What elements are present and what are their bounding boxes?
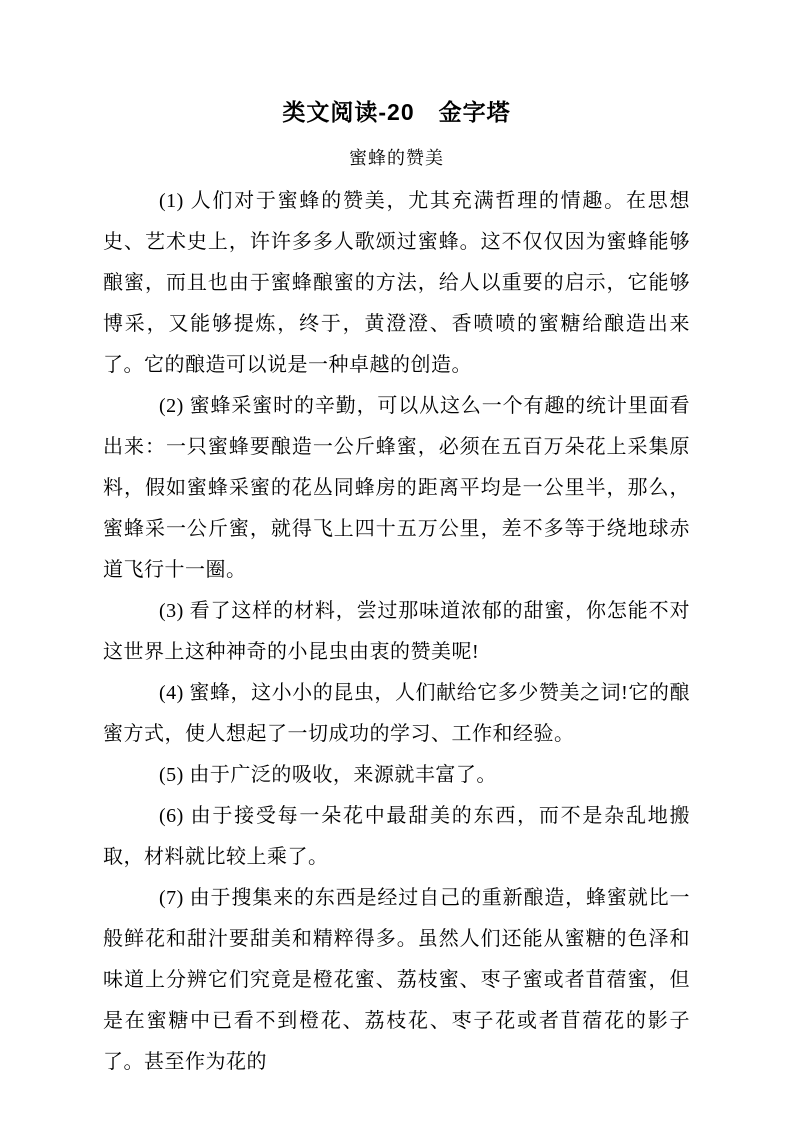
document-title: 类文阅读-20 金字塔 [282,99,511,125]
paragraph-2: (2) 蜜蜂采蜜时的辛勤，可以从这么一个有趣的统计里面看出来：一只蜜蜂要酿造一公斤蜂蜜，必须在五百万朵花上采集原料，假如蜜蜂采蜜的花丛同蜂房的距离平均是一公里半，那么，蜜蜂采一公斤蜜，就得飞上四十五万公里，差不多等于绕地球赤道飞行十一圈。 [103,395,690,581]
paragraph-5: (5) 由于广泛的吸收，来源就丰富了。 [159,764,497,786]
paragraph-4: (4) 蜜蜂，这小小的昆虫，人们献给它多少赞美之词!它的酿蜜方式，使人想起了一切成功的学习、工作和经验。 [103,682,690,745]
paragraph-3: (3) 看了这样的材料，尝过那味道浓郁的甜蜜，你怎能不对这世界上这种神奇的小昆虫由衷的赞美呢! [103,600,690,663]
paragraph-1: (1) 人们对于蜜蜂的赞美，尤其充满哲理的情趣。在思想史、艺术史上，许许多多人歌颂过蜜蜂。这不仅仅因为蜜蜂能够酿蜜，而且也由于蜜蜂酿蜜的方法，给人以重要的启示，它能够博采，又能够提炼，终于，黄澄澄、香喷喷的蜜糖给酿造出来了。它的酿造可以说是一种卓越的创造。 [103,190,690,376]
article-body [103,181,690,1083]
paragraph-6: (6) 由于接受每一朵花中最甜美的东西，而不是杂乱地搬取，材料就比较上乘了。 [103,805,690,868]
article-title: 蜜蜂的赞美 [349,148,444,168]
paragraph-7: (7) 由于搜集来的东西是经过自己的重新酿造，蜂蜜就比一般鲜花和甜汁要甜美和精粹得多。虽然人们还能从蜜糖的色泽和味道上分辨它们究竟是橙花蜜、荔枝蜜、枣子蜜或者苜蓿蜜，但是在蜜糖中已看不到橙花、荔枝花、枣子花或者苜蓿花的影子了。甚至作为花的 [103,887,690,1073]
